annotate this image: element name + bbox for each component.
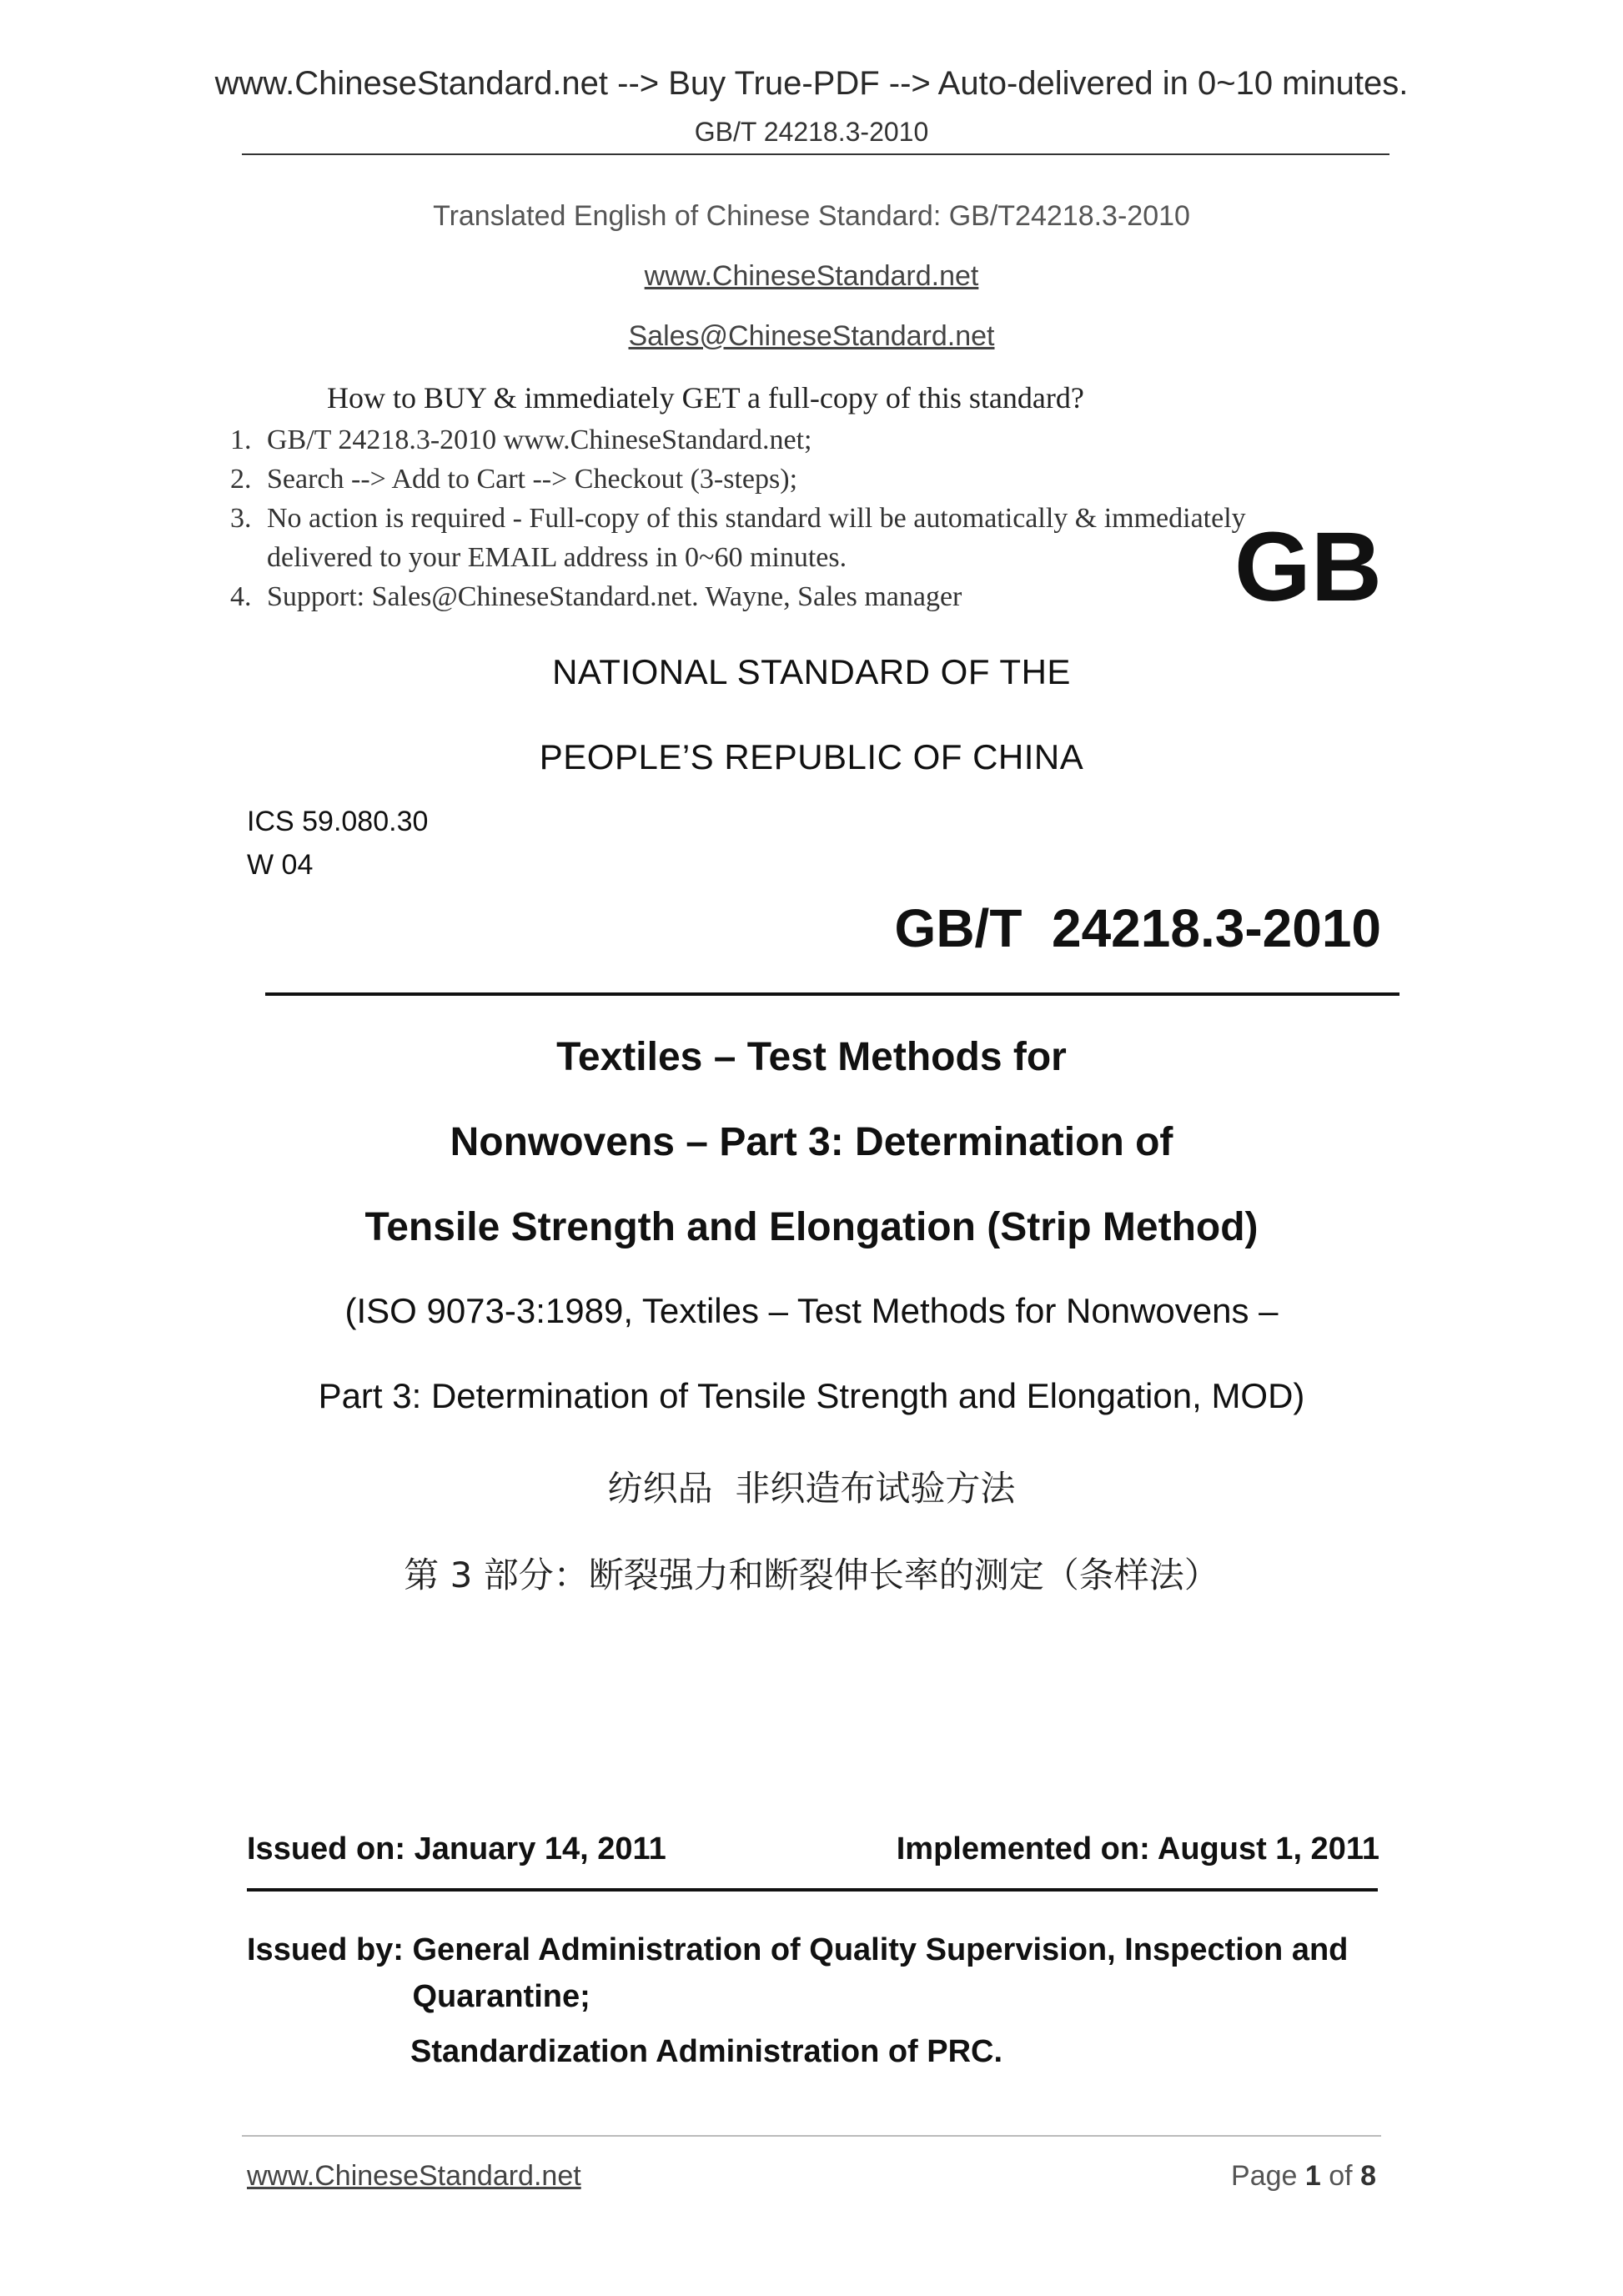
page-label: Page	[1231, 2160, 1305, 2192]
website-link[interactable]: www.ChineseStandard.net	[644, 260, 979, 292]
gb-logo: GB	[1234, 512, 1382, 622]
title-line-2: Nonwovens – Part 3: Determination of	[450, 1120, 1173, 1164]
issuer-row	[247, 1927, 1389, 2020]
ics-code: ICS 59.080.30	[247, 806, 429, 837]
step-text: No action is required - Full-copy of this standard will be automatically & immediately delivered to your EMAIL address in 0~60 minutes.	[267, 503, 1246, 573]
list-item	[230, 420, 1256, 460]
issuer-org-2: Standardization Administration of PRC.	[410, 2034, 1003, 2069]
page-current: 1	[1304, 2160, 1321, 2192]
step-number: 2.	[230, 464, 252, 495]
issued-by-block	[247, 1927, 1389, 2075]
list-item	[230, 577, 1256, 616]
how-to-buy-heading: How to BUY & immediately GET a full-copy of this standard?	[327, 381, 1084, 414]
page-of-label: of	[1320, 2160, 1361, 2192]
step-number: 3.	[230, 503, 252, 534]
national-standard-line1: NATIONAL STANDARD OF THE	[552, 652, 1071, 691]
national-standard-line2: PEOPLE’S REPUBLIC OF CHINA	[539, 737, 1084, 776]
issuer-org-1: General Administration of Quality Supervision, Inspection and Quarantine;	[412, 1932, 1349, 2014]
title-divider	[265, 992, 1399, 996]
standard-number: GB/T 24218.3-2010	[894, 898, 1381, 958]
list-item	[230, 499, 1256, 577]
step-text: GB/T 24218.3-2010 www.ChineseStandard.net;	[267, 425, 812, 455]
sales-email-link[interactable]: Sales@ChineseStandard.net	[628, 320, 995, 352]
email-link-wrapper	[0, 320, 1623, 353]
iso-reference-line-2: Part 3: Determination of Tensile Strength and Elongation, MOD)	[318, 1376, 1305, 1415]
website-link-wrapper	[0, 260, 1623, 293]
translated-notice: Translated English of Chinese Standard: GB/T24218.3-2010	[433, 200, 1190, 232]
iso-reference-line-1: (ISO 9073-3:1989, Textiles – Test Methods for Nonwovens –	[344, 1291, 1279, 1330]
step-number: 1.	[230, 425, 252, 455]
implemented-on-date: Implemented on: August 1, 2011	[896, 1831, 1379, 1866]
step-number: 4.	[230, 581, 252, 612]
step-text: Search --> Add to Cart --> Checkout (3-steps);	[267, 464, 798, 495]
classification-code: W 04	[247, 849, 314, 881]
top-banner: www.ChineseStandard.net --> Buy True-PDF --> Auto-delivered in 0~10 minutes.	[214, 65, 1409, 102]
chinese-title-line-1: 纺织品 非织造布试验方法	[607, 1468, 1016, 1509]
chinese-title-line-2: 第 3 部分：断裂强力和断裂伸长率的测定（条样法）	[404, 1555, 1219, 1595]
page-number	[1231, 2160, 1376, 2193]
purchase-steps-list	[230, 420, 1256, 616]
issued-by-label: Issued by:	[247, 1932, 413, 1967]
title-line-3: Tensile Strength and Elongation (Strip Method)	[364, 1205, 1259, 1249]
issued-on-date: Issued on: January 14, 2011	[247, 1831, 666, 1866]
header-standard-code: GB/T 24218.3-2010	[694, 117, 929, 147]
step-text: Support: Sales@ChineseStandard.net. Wayne, Sales manager	[267, 581, 962, 612]
list-item	[230, 460, 1256, 499]
dates-divider	[247, 1888, 1378, 1892]
header-divider	[242, 153, 1389, 155]
page-total: 8	[1360, 2160, 1376, 2192]
title-line-1: Textiles – Test Methods for	[556, 1035, 1067, 1079]
footer-divider	[242, 2135, 1381, 2137]
footer-website-link[interactable]: www.ChineseStandard.net	[247, 2160, 581, 2192]
